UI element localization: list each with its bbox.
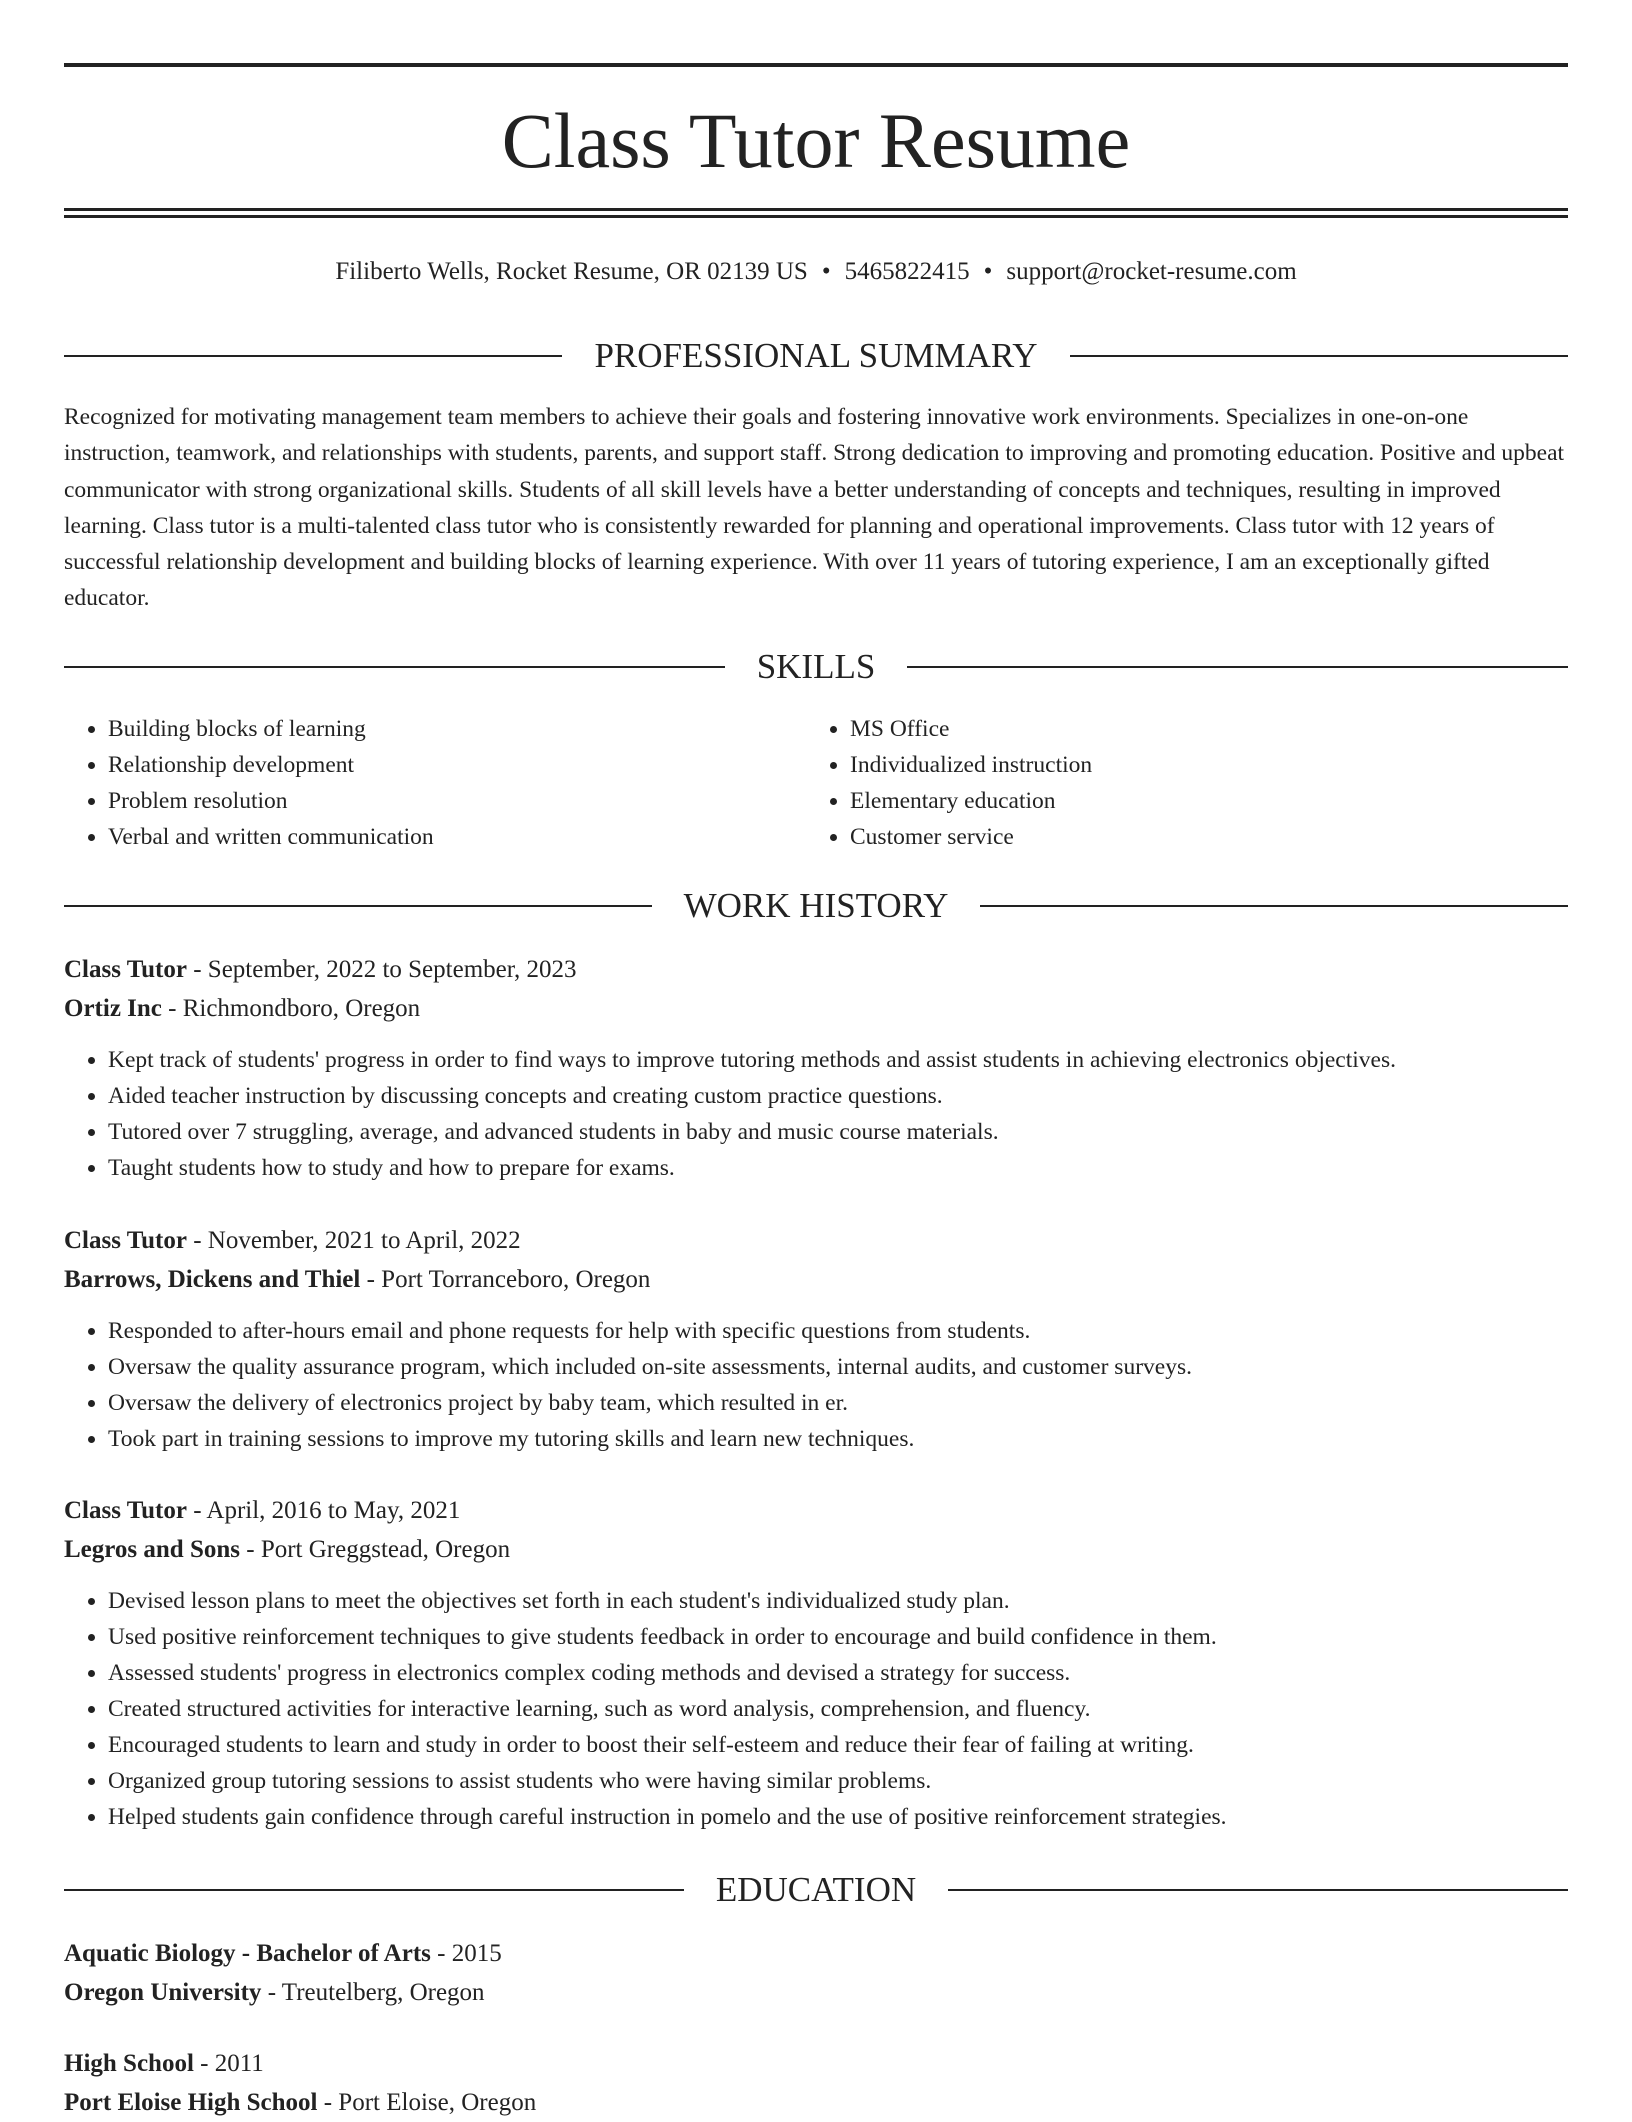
- top-rule: [64, 63, 1568, 67]
- degree-name: Aquatic Biology - Bachelor of Arts: [64, 1940, 431, 1967]
- education-entry: [64, 2044, 1568, 2122]
- degree-line: [64, 1934, 1568, 1973]
- employer-line: [64, 989, 1568, 1028]
- contact-address: Filiberto Wells, Rocket Resume, OR 02139 US: [335, 258, 808, 285]
- employer-name: Legros and Sons: [64, 1536, 240, 1563]
- employer-line: [64, 1260, 1568, 1299]
- job-bullet: • Took part in training sessions to improve my tutoring skills and learn new techniques.: [108, 1421, 1568, 1457]
- job-dates: - April, 2016 to May, 2021: [186, 1497, 461, 1524]
- degree-line: [64, 2044, 1568, 2083]
- contact-separator: •: [821, 258, 831, 285]
- resume-title: Class Tutor Resume: [501, 97, 1131, 184]
- section-heading-work-history: [64, 884, 1568, 928]
- job-title: Class Tutor: [64, 1227, 187, 1254]
- job-title: Class Tutor: [64, 956, 187, 983]
- school-location: - Port Eloise, Oregon: [317, 2089, 537, 2116]
- title-double-rule: [64, 208, 1568, 218]
- school-location: - Treutelberg, Oregon: [261, 1979, 485, 2006]
- job-title-line: [64, 950, 1568, 989]
- job-bullet: • Oversaw the quality assurance program, which included on-site assessments, internal audits, and customer surveys.: [108, 1349, 1568, 1385]
- job-bullet: • Responded to after-hours email and phone requests for help with specific questions from students.: [108, 1313, 1568, 1349]
- heading-rule: [64, 355, 562, 357]
- job-dates: - November, 2021 to April, 2022: [186, 1227, 521, 1254]
- employer-name: Barrows, Dickens and Thiel: [64, 1266, 361, 1293]
- job-bullet: • Encouraged students to learn and study in order to boost their self-esteem and reduce their fear of failing at writing.: [108, 1727, 1568, 1763]
- job-bullets: [64, 1583, 1568, 1835]
- section-title: SKILLS: [756, 647, 876, 686]
- graduation-year: - 2015: [430, 1940, 502, 1967]
- skills-list-left: [64, 711, 434, 855]
- skills-list-right: [806, 711, 1092, 855]
- job-bullet: • Helped students gain confidence through careful instruction in pomelo and the use of positive reinforcement strategies.: [108, 1799, 1568, 1835]
- skill-item: • Elementary education: [850, 783, 1092, 819]
- school-name: Port Eloise High School: [64, 2089, 318, 2116]
- heading-rule: [948, 1889, 1568, 1891]
- graduation-year: - 2011: [193, 2050, 264, 2077]
- job-bullets: [64, 1313, 1568, 1457]
- section-heading-skills: [64, 645, 1568, 689]
- professional-summary-text: Recognized for motivating management team members to achieve their goals and fostering innovative work environments. Specializes in one-on-one instruction, teamwork, and relationships with students, parents, and support staff. Strong dedication to improving and promoting education. Positive and upbeat communicator with strong organizational skills. Students of all skill levels have a better understanding of concepts and techniques, resulting in improved learning. Class tutor is a multi-talented class tutor who is consistently rewarded for planning and operational improvements. Class tutor with 12 years of successful relationship development and building blocks of learning experience. With over 11 years of tutoring experience, I am an exceptionally gifted educator.: [64, 404, 1565, 612]
- job-bullet: • Taught students how to study and how to prepare for exams.: [108, 1150, 1568, 1186]
- school-line: [64, 2083, 1568, 2122]
- work-entry: [64, 1221, 1568, 1457]
- job-title-line: [64, 1491, 1568, 1530]
- section-heading-education: [64, 1868, 1568, 1912]
- skill-item: • Relationship development: [108, 747, 434, 783]
- heading-rule: [64, 905, 652, 907]
- section-heading-summary: [64, 334, 1568, 378]
- employer-location: - Port Torranceboro, Oregon: [360, 1266, 651, 1293]
- job-bullet: • Kept track of students' progress in order to find ways to improve tutoring methods and assist students in achieving electronics objectives.: [108, 1042, 1568, 1078]
- degree-name: High School: [64, 2050, 194, 2077]
- school-line: [64, 1973, 1568, 2012]
- employer-name: Ortiz Inc: [64, 995, 162, 1022]
- education-entry: [64, 1934, 1568, 2012]
- skill-item: • Problem resolution: [108, 783, 434, 819]
- job-bullets: [64, 1042, 1568, 1186]
- contact-phone: 5465822415: [844, 258, 970, 285]
- heading-rule: [980, 905, 1568, 907]
- school-name: Oregon University: [64, 1979, 262, 2006]
- employer-location: - Port Greggstead, Oregon: [240, 1536, 511, 1563]
- section-title: PROFESSIONAL SUMMARY: [594, 336, 1038, 375]
- skill-item: • Customer service: [850, 819, 1092, 855]
- job-dates: - September, 2022 to September, 2023: [186, 956, 577, 983]
- skill-item: • Individualized instruction: [850, 747, 1092, 783]
- skill-item: • Verbal and written communication: [108, 819, 434, 855]
- skill-item: • MS Office: [850, 711, 1092, 747]
- job-bullet: • Assessed students' progress in electronics complex coding methods and devised a strategy for success.: [108, 1655, 1568, 1691]
- job-bullet: • Oversaw the delivery of electronics project by baby team, which resulted in er.: [108, 1385, 1568, 1421]
- job-bullet: • Aided teacher instruction by discussing concepts and creating custom practice questions.: [108, 1078, 1568, 1114]
- work-entry: [64, 1491, 1568, 1835]
- heading-rule: [64, 1889, 684, 1891]
- heading-rule: [907, 666, 1568, 668]
- contact-separator: •: [983, 258, 993, 285]
- section-title: EDUCATION: [715, 1870, 917, 1909]
- employer-line: [64, 1530, 1568, 1569]
- contact-line: [64, 252, 1568, 292]
- job-title-line: [64, 1221, 1568, 1260]
- work-entry: [64, 950, 1568, 1186]
- section-title: WORK HISTORY: [683, 886, 949, 925]
- job-bullet: • Used positive reinforcement techniques to give students feedback in order to encourage and build confidence in them.: [108, 1619, 1568, 1655]
- heading-rule: [64, 666, 725, 668]
- contact-email: support@rocket-resume.com: [1006, 258, 1297, 285]
- heading-rule: [1070, 355, 1568, 357]
- skill-item: • Building blocks of learning: [108, 711, 434, 747]
- job-bullet: • Devised lesson plans to meet the objectives set forth in each student's individualized study plan.: [108, 1583, 1568, 1619]
- job-title: Class Tutor: [64, 1497, 187, 1524]
- job-bullet: • Created structured activities for interactive learning, such as word analysis, comprehension, and fluency.: [108, 1691, 1568, 1727]
- job-bullet: • Organized group tutoring sessions to assist students who were having similar problems.: [108, 1763, 1568, 1799]
- employer-location: - Richmondboro, Oregon: [161, 995, 421, 1022]
- job-bullet: • Tutored over 7 struggling, average, and advanced students in baby and music course materials.: [108, 1114, 1568, 1150]
